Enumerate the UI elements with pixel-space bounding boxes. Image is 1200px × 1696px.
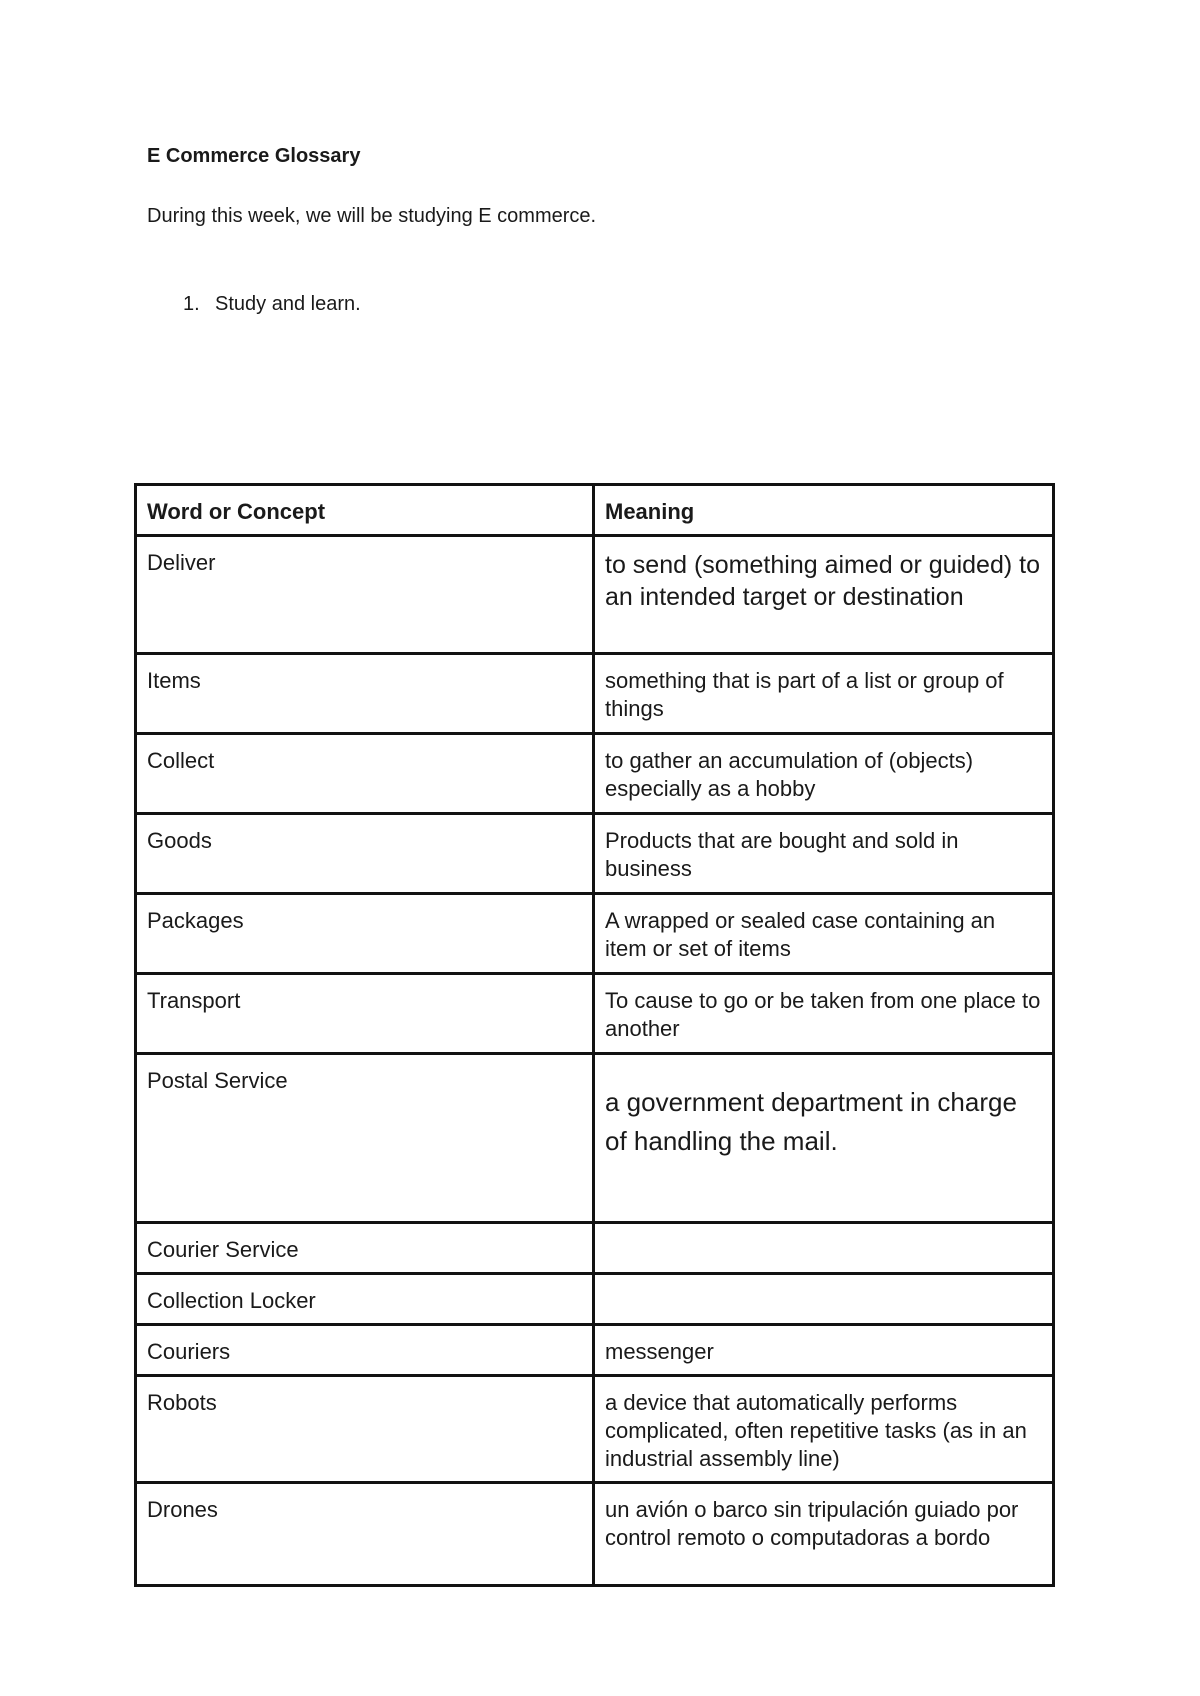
meaning-cell: to gather an accumulation of (objects) especially as a hobby [594, 734, 1054, 814]
instruction-number: 1. [183, 293, 200, 315]
meaning-cell: un avión o barco sin tripulación guiado por control remoto o computadoras a bordo [594, 1483, 1054, 1586]
instruction-item [147, 293, 361, 316]
header-meaning: Meaning [594, 485, 1054, 536]
word-cell: Drones [136, 1483, 594, 1586]
word-cell: Couriers [136, 1325, 594, 1376]
table-row [136, 1376, 1054, 1483]
word-cell: Packages [136, 894, 594, 974]
meaning-cell: a device that automatically performs complicated, often repetitive tasks (as in an industrial assembly line) [594, 1376, 1054, 1483]
word-cell: Postal Service [136, 1054, 594, 1223]
intro-text: During this week, we will be studying E commerce. [147, 205, 597, 227]
word-cell: Collection Locker [136, 1274, 594, 1325]
word-cell: Items [136, 654, 594, 734]
table-row [136, 894, 1054, 974]
word-cell: Transport [136, 974, 594, 1054]
word-cell: Robots [136, 1376, 594, 1483]
table-row [136, 974, 1054, 1054]
table-row [136, 654, 1054, 734]
table-row [136, 734, 1054, 814]
meaning-cell: messenger [594, 1325, 1054, 1376]
glossary-table [134, 483, 1055, 1587]
table-row [136, 536, 1054, 654]
word-cell: Deliver [136, 536, 594, 654]
table-row [136, 1274, 1054, 1325]
instructions-list [147, 293, 361, 316]
document-title: E Commerce Glossary [147, 145, 361, 167]
meaning-cell: a government department in charge of handling the mail. [594, 1054, 1054, 1223]
meaning-cell: Products that are bought and sold in business [594, 814, 1054, 894]
table-row [136, 1325, 1054, 1376]
table-row [136, 1054, 1054, 1223]
meaning-cell: A wrapped or sealed case containing an item or set of items [594, 894, 1054, 974]
table-row [136, 1483, 1054, 1586]
word-cell: Goods [136, 814, 594, 894]
instruction-text: Study and learn. [215, 293, 361, 315]
meaning-cell: to send (something aimed or guided) to an intended target or destination [594, 536, 1054, 654]
table-row [136, 814, 1054, 894]
meaning-cell: something that is part of a list or group of things [594, 654, 1054, 734]
table-header-row [136, 485, 1054, 536]
header-word-or-concept: Word or Concept [136, 485, 594, 536]
table-row [136, 1223, 1054, 1274]
meaning-cell: To cause to go or be taken from one place to another [594, 974, 1054, 1054]
meaning-cell [594, 1274, 1054, 1325]
word-cell: Courier Service [136, 1223, 594, 1274]
word-cell: Collect [136, 734, 594, 814]
meaning-cell [594, 1223, 1054, 1274]
